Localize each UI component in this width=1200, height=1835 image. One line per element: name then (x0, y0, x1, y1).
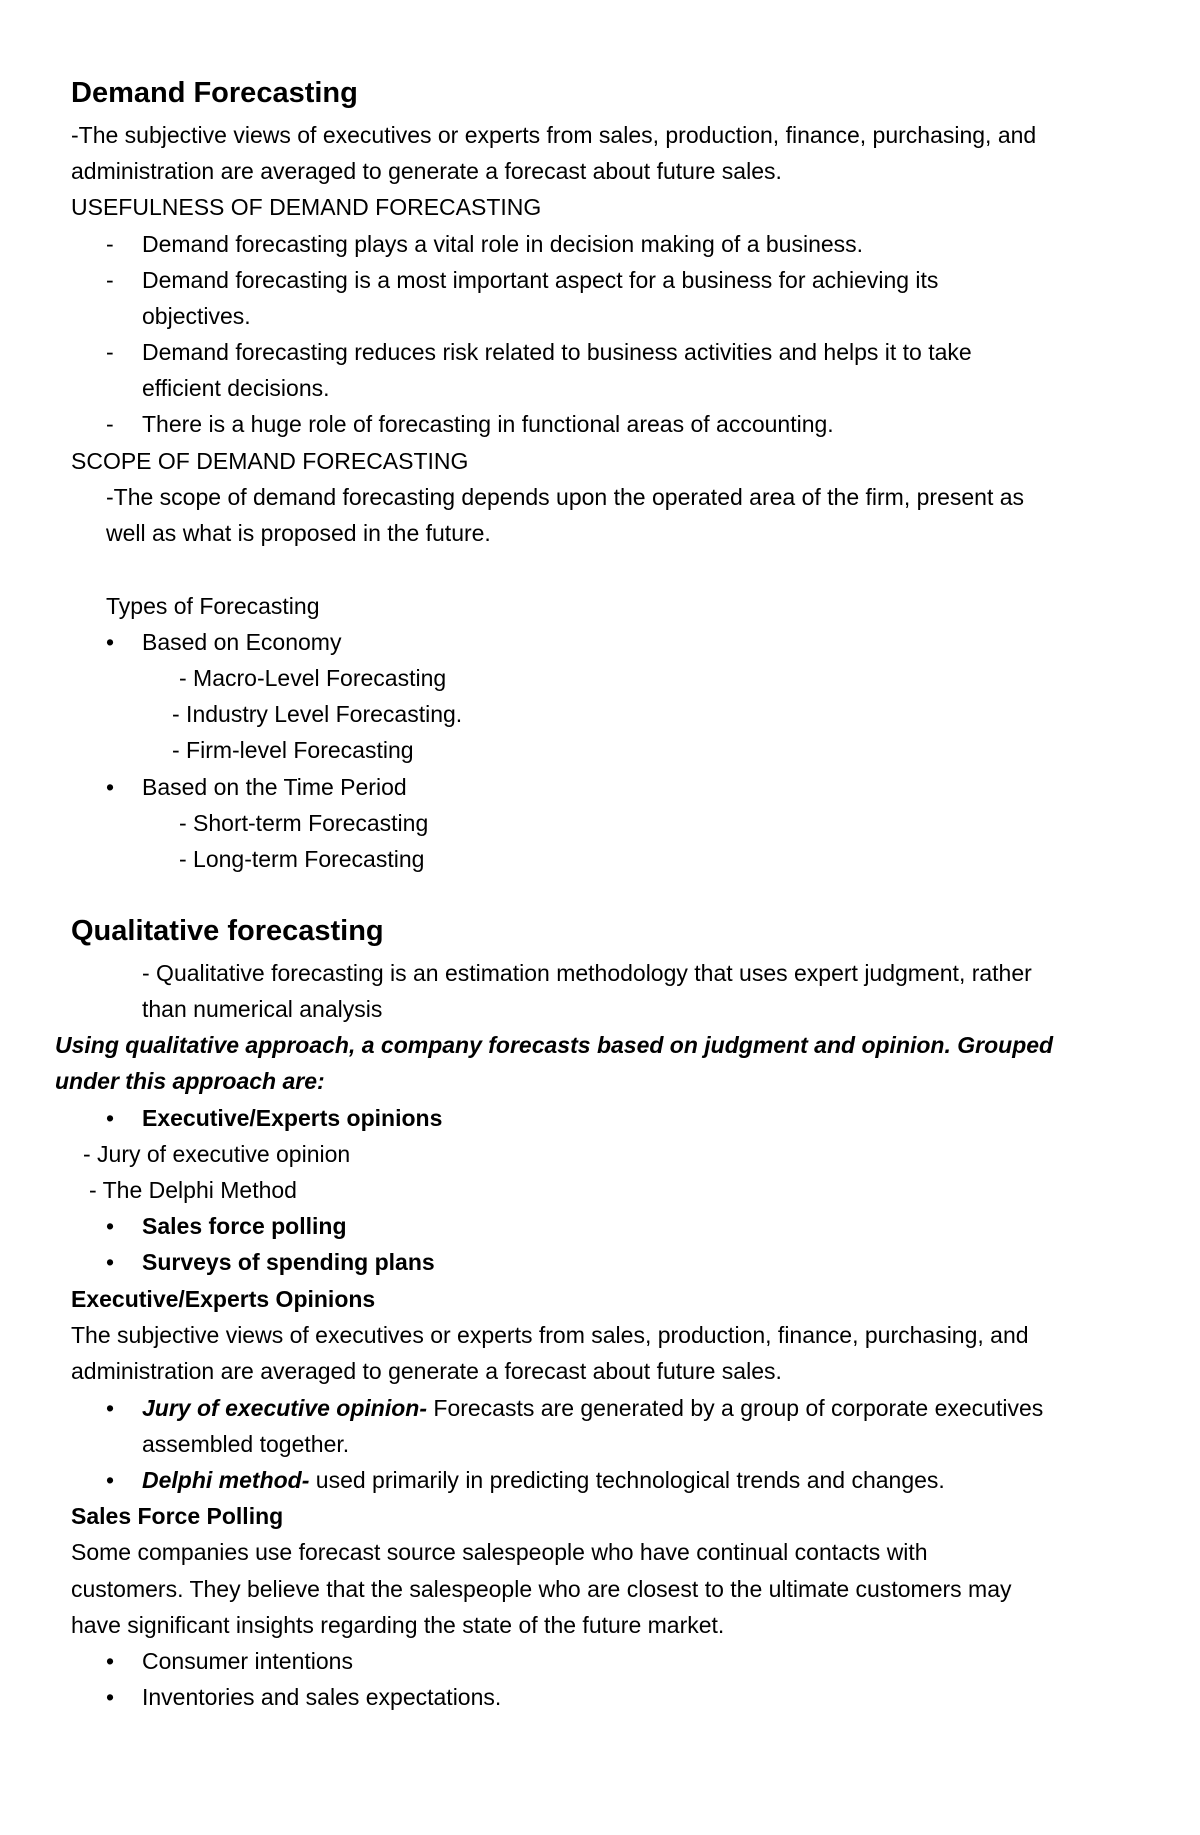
jury-text: Forecasts are generated by a group of corporate executives (427, 1395, 1044, 1421)
sales-section-line: have significant insights regarding the state of the future market. (71, 1612, 725, 1638)
usefulness-item-cont: efficient decisions. (142, 375, 330, 401)
group-delphi: - The Delphi Method (89, 1177, 297, 1203)
bullet-marker: • (106, 1395, 115, 1421)
type-subitem: - Short-term Forecasting (179, 810, 429, 836)
bullet-marker: • (106, 629, 115, 655)
scope-line: -The scope of demand forecasting depends upon the operated area of the firm, present as (106, 484, 1025, 510)
heading-demand-forecasting: Demand Forecasting (71, 77, 358, 109)
type-subitem: - Long-term Forecasting (179, 846, 425, 872)
scope-line: well as what is proposed in the future. (106, 520, 491, 546)
scope-title: SCOPE OF DEMAND FORECASTING (71, 448, 469, 474)
exec-section-line: administration are averaged to generate a forecast about future sales. (71, 1358, 782, 1384)
dash-marker: - (106, 267, 114, 293)
sales-section-title: Sales Force Polling (71, 1503, 284, 1529)
qualitative-definition: - Qualitative forecasting is an estimation methodology that uses expert judgment, rather (142, 960, 1032, 986)
exec-section-title: Executive/Experts Opinions (71, 1286, 376, 1312)
exec-jury-item (142, 1393, 1043, 1423)
approach-text: Using qualitative approach, a company forecasts based on judgment and opinion. Grouped (55, 1032, 1054, 1058)
bullet-marker: • (106, 1213, 115, 1239)
exec-delphi-item (142, 1465, 945, 1495)
intro-line: -The subjective views of executives or experts from sales, production, finance, purchasing, and (71, 122, 1037, 148)
bullet-marker: • (106, 1105, 115, 1131)
qualitative-definition: than numerical analysis (142, 996, 383, 1022)
sales-item: Consumer intentions (142, 1648, 353, 1674)
jury-term: Jury of executive opinion- (142, 1395, 427, 1421)
group-exec-opinions: Executive/Experts opinions (142, 1105, 443, 1131)
sales-section-line: customers. They believe that the salespeople who are closest to the ultimate customers may (71, 1576, 1012, 1602)
group-sales-force: Sales force polling (142, 1213, 347, 1239)
group-surveys: Surveys of spending plans (142, 1249, 435, 1275)
dash-marker: - (106, 231, 114, 257)
type-time: Based on the Time Period (142, 774, 407, 800)
dash-marker: - (106, 339, 114, 365)
type-subitem: - Industry Level Forecasting. (172, 701, 463, 727)
usefulness-item: Demand forecasting reduces risk related to business activities and helps it to take (142, 339, 972, 365)
group-jury: - Jury of executive opinion (83, 1141, 351, 1167)
intro-line: administration are averaged to generate a forecast about future sales. (71, 158, 782, 184)
exec-jury-cont: assembled together. (142, 1431, 350, 1457)
usefulness-item: Demand forecasting plays a vital role in decision making of a business. (142, 231, 864, 257)
usefulness-title: USEFULNESS OF DEMAND FORECASTING (71, 194, 542, 220)
type-subitem: - Macro-Level Forecasting (179, 665, 447, 691)
sales-item: Inventories and sales expectations. (142, 1684, 502, 1710)
usefulness-item: Demand forecasting is a most important aspect for a business for achieving its (142, 267, 939, 293)
exec-section-line: The subjective views of executives or experts from sales, production, finance, purchasing, and (71, 1322, 1029, 1348)
approach-text: under this approach are: (55, 1068, 325, 1094)
bullet-marker: • (106, 1648, 115, 1674)
bullet-marker: • (106, 774, 115, 800)
usefulness-item-cont: objectives. (142, 303, 251, 329)
delphi-text: used primarily in predicting technological trends and changes. (309, 1467, 945, 1493)
type-subitem: - Firm-level Forecasting (172, 737, 414, 763)
sales-section-line: Some companies use forecast source salespeople who have continual contacts with (71, 1539, 928, 1565)
type-economy: Based on Economy (142, 629, 342, 655)
usefulness-item: There is a huge role of forecasting in functional areas of accounting. (142, 411, 834, 437)
dash-marker: - (106, 411, 114, 437)
delphi-term: Delphi method- (142, 1467, 310, 1493)
heading-qualitative-forecasting: Qualitative forecasting (71, 915, 384, 947)
bullet-marker: • (106, 1684, 115, 1710)
types-title: Types of Forecasting (106, 593, 320, 619)
bullet-marker: • (106, 1467, 115, 1493)
bullet-marker: • (106, 1249, 115, 1275)
